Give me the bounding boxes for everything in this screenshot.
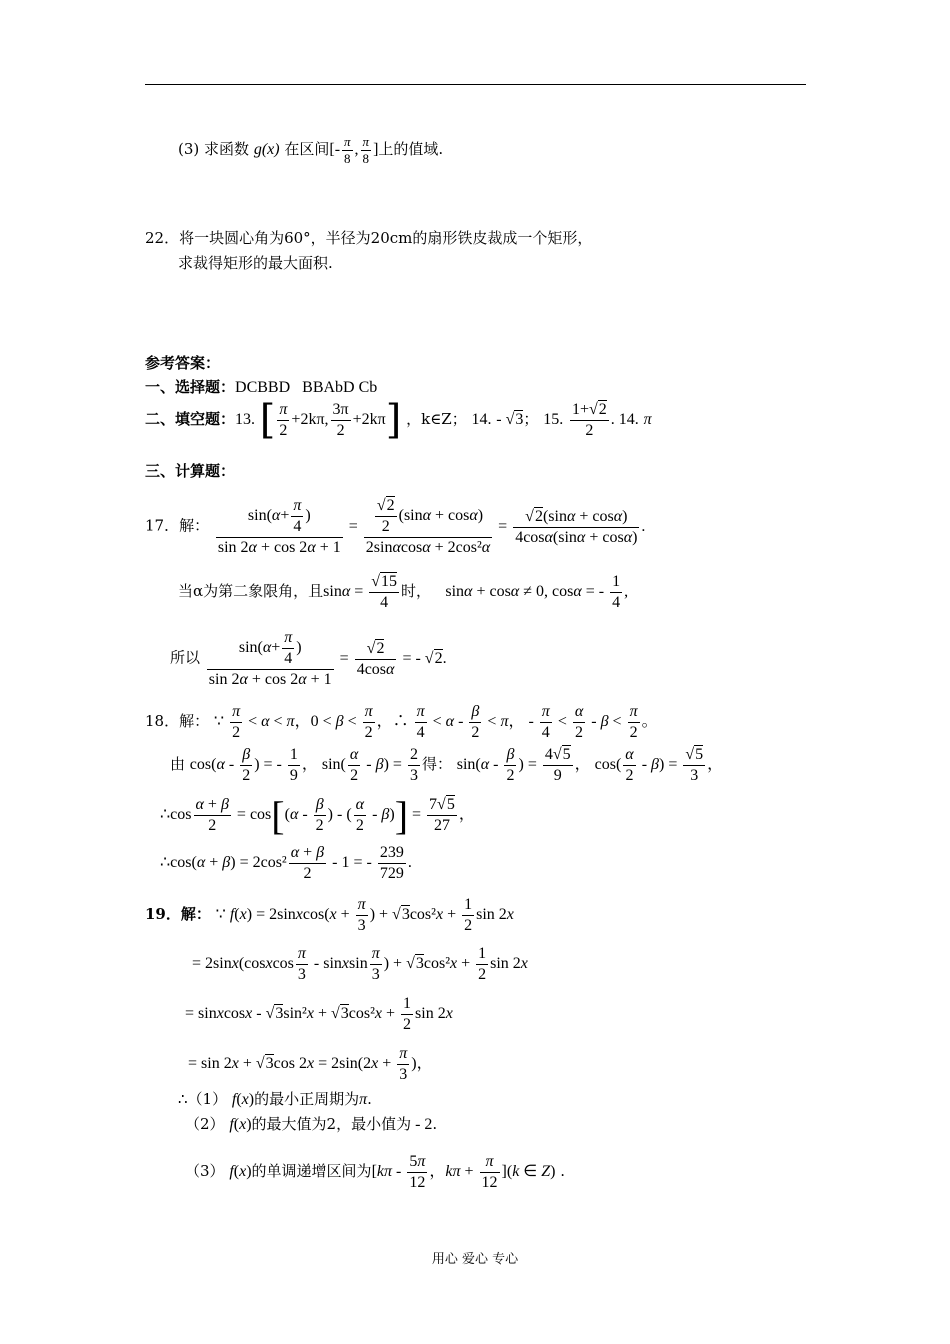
- fill-15: 15.: [543, 411, 564, 429]
- solution-17-line1: 17．解： sin(α+ $\frac{\pi}{4}$ ) sin 2α + cos 2α + 1 = $\frac{√2}{2}$ (sinα + cosα) 2sinαcosα + 2cos²α = $\frac{√2(\sin\alpha + \cos\alpha)}{4\cos\alpha(\sin\alpha + \cos\alpha)}$ .: [145, 497, 646, 556]
- s17-label: 17．解：: [145, 516, 210, 535]
- s19-c3t: 的单调递增区间为: [251, 1162, 372, 1181]
- page-footer: 用心 爱心 专心: [431, 1252, 519, 1267]
- s17-line3a: 所以: [170, 648, 201, 667]
- choice-answers: [145, 377, 377, 398]
- s19-c2: （2）: [185, 1115, 225, 1133]
- fill-14b: . 14.: [610, 411, 639, 429]
- solution-19-line4: = sin 2x + √3cos 2x = 2sin(2x + $\frac{\pi}{3}$ )，: [188, 1045, 433, 1083]
- fill-label: 二、填空题：: [145, 410, 236, 429]
- s19-c2t: 的最大值为2，最小值为: [251, 1115, 412, 1133]
- fill-13: 13.: [235, 411, 256, 429]
- s17-line2a: 当α为第二象限角，且: [178, 582, 324, 601]
- s18-line2a: 由: [170, 755, 186, 774]
- answers-title: 参考答案：: [145, 354, 221, 372]
- question-22-line2: 求裁得矩形的最大面积.: [178, 254, 333, 272]
- solution-18-line2: 由 cos(α - $\frac{\beta}{2}$ ) = - $\frac{1}{9}$ ， sin( $\frac{\alpha}{2}$ - β) = $\frac{2}{3}$ 得： sin(α - $\frac{\beta}{2}$ ) = $\frac{4√5}{9}$ ， cos( $\frac{\alpha}{2}$ - β) = $\frac{√5}{3}$ ，: [170, 746, 724, 784]
- s18-line2b: 得：: [421, 755, 452, 774]
- solution-19-line2: = 2sinx(cosxcos $\frac{\pi}{3}$ - sinxsin $\frac{\pi}{3}$ ) + √3cos²x + $\frac{1}{2}$ sin 2x: [192, 945, 528, 983]
- s18-label: 18．解：: [145, 712, 210, 731]
- choice-value: DCBBD BBAbD Cb: [235, 379, 378, 396]
- q3-function: g(x): [253, 141, 280, 159]
- solution-18-line4: ∴cos(α + β) = 2cos² $\frac{\alpha + \beta}{2}$ - 1 = - $\frac{239}{729}$ .: [160, 844, 412, 882]
- solution-19-c2: （2） f(x)的最大值为2，最小值为 - 2.: [185, 1115, 438, 1133]
- question-22-line1: 22．将一块圆心角为60°，半径为20cm的扇形铁皮裁成一个矩形，: [145, 229, 593, 247]
- choice-label: 一、选择题：: [145, 378, 236, 396]
- solution-18-line3: ∴cos $\frac{\alpha + \beta}{2}$ = cos[(α - $\frac{\beta}{2}$ ) - ( $\frac{\alpha}{2}$ - β)] = $\frac{7√5}{27}$ ，: [160, 792, 475, 838]
- s19-c1t: 的最小正周期为: [254, 1090, 360, 1108]
- solution-18-line1: 18．解： ∵ $\frac{\pi}{2}$ < α < π，0 < β < $\frac{\pi}{2}$ ，∴ $\frac{\pi}{4}$ < α - $\frac{\beta}{2}$ < π， - $\frac{\pi}{4}$ < $\frac{\alpha}{2}$ - β < $\frac{\pi}{2}$ 。: [145, 703, 658, 741]
- solution-19-c1: ∴（1） f(x)的最小正周期为π.: [178, 1090, 372, 1108]
- fill-k: ，k∈Z；: [406, 410, 467, 429]
- solution-17-line3: 所以 sin(α+ $\frac{\pi}{4}$ ) sin 2α + cos 2α + 1 = $\frac{√2}{4\cos\alpha}$ = - √2.: [170, 629, 447, 688]
- s17-line2b: 时，: [401, 582, 432, 601]
- calc-label: 三、计算题：: [145, 462, 236, 480]
- s19-c1: ∴（1）: [178, 1090, 228, 1108]
- s19-c3: （3）: [185, 1162, 225, 1181]
- fill-answers: 二、填空题：13. [ $\frac{\pi}{2}$ +2kπ, $\frac{3\pi}{2}$ +2kπ] ，k∈Z； 14. - √3； 15. $\frac{1+√2}{2}$ . 14. π: [145, 397, 652, 444]
- solution-17-line2: 当α为第二象限角，且sinα = $\frac{√15}{4}$ 时， sinα + cosα ≠ 0, cosα = - $\frac{1}{4}$ ,: [178, 573, 629, 611]
- fill-14: 14.: [471, 411, 492, 429]
- solution-19-line1: 19．解： ∵ f(x) = 2sinxcos(x + $\frac{\pi}{3}$ ) + √3cos²x + $\frac{1}{2}$ sin 2x: [145, 896, 514, 934]
- question-3: [178, 134, 443, 167]
- q3-interval: [- $\frac{\pi}{8}$ , $\frac{\pi}{8}$ ]: [329, 134, 379, 166]
- q3-prefix: (3) 求函数: [178, 140, 250, 159]
- q3-suffix: 上的值域.: [378, 140, 444, 159]
- solution-19-c3: （3） f(x)的单调递增区间为[kπ - $\frac{5\pi}{12}$ ，kπ + $\frac{\pi}{12}$ ](k ∈ Z) .: [185, 1153, 566, 1191]
- solution-19-line3: = sinxcosx - √3sin²x + √3cos²x + $\frac{1}{2}$ sin 2x: [185, 995, 453, 1033]
- s19-label: 19．解：: [145, 905, 211, 924]
- q3-mid: 在区间: [284, 140, 330, 159]
- header-rule: [145, 84, 806, 85]
